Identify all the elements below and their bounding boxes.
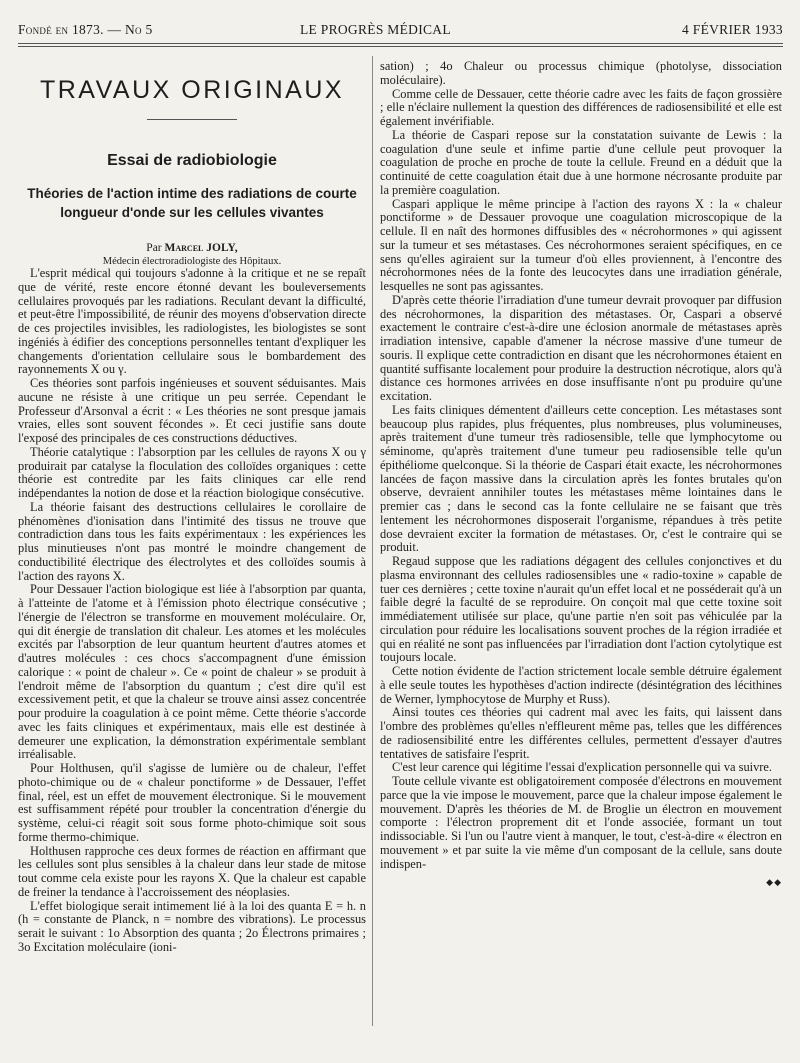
paragraph: Les faits cliniques démentent d'ailleurs cette conception. Les métastases sont beaucoup plus rapides, plus fréquentes, plus nombreuses, plus volumineuses, après traitement d'une tumeur très radiosensible, telle que lymphocytome ou séminome, qu'après traitement d'une tumeur peu radiosensible telle qu'un épithéliome quelconque. Si la théorie de Caspari était exacte, les nécrohormones lancées de façon massive dans la circulation après les fontes brutales qu'on observe, devraient annihiler toutes les métastases même lointaines dans le premier cas ; dans le second cas la fonte cellulaire ne se faisant que très lentement les nécrohormones disposerait l'organisme, répandues à très petite dose devraient exciter la formation de métastases. Or, c'est le contraire qui se produit. (380, 402, 782, 555)
section-rule (147, 119, 237, 120)
paragraph: Caspari applique le même principe à l'action des rayons X : la « chaleur ponctiforme » de Dessauer provoque une coagulation microscopique de la cellule. Il en naît des hormones diffusibles des « nécrohormones » qui agissent sur la tumeur et ses métastases. Ces nécrohormones seraient spécifiques, en ce sens qu'elles agiraient sur la tumeur d'où elles proviennent, à l'encontre des nécrohormones nées de la fonte des leucocytes dans une irradiation générale, lesquelles ne sont pas agissantes. (380, 196, 782, 293)
paragraph: Cette notion évidente de l'action strictement locale semble détruire également à elle seule toutes les hypothèses d'action indirecte (désintégration des lécithines de Werner, lymphocytose de Murphy et Russ). (380, 664, 782, 706)
section-title: TRAVAUX ORIGINAUX (39, 76, 345, 104)
paragraph: D'après cette théorie l'irradiation d'une tumeur devrait provoquer par diffusion des nécrohormones, la disparition des métastases. Or, Caspari a observé exactement le contraire c'est-à-dire une éclosion anormale de métastases après irradiation intensive, capable d'amener la nécrose massive d'une tumeur de souris. Il explique cette contradiction en disant que les nécrohormones étaient en quantité suffisante localement pour produire la destruction nécrotique, alors qu'à distance ces hormones arrivées en dose insuffisante n'ont pu produire qu'une excitation. (380, 292, 782, 403)
byline (18, 242, 366, 254)
paragraph: Ainsi toutes ces théories qui cadrent mal avec les faits, qui laissent dans l'ombre des problèmes qu'elles n'effleurent même pas, telles que les différences de radiosensibilité entre les différentes cellules, permettent d'essayer d'autres tentatives de satisfaire l'esprit. (380, 705, 782, 761)
journal-name: LE PROGRÈS MÉDICAL (300, 22, 451, 37)
paragraph: Ces théories sont parfois ingénieuses et souvent séduisantes. Mais aucune ne résiste à une critique un peu serrée. Cependant le Professeur d'Arsonval a écrit : « Les théories ne sont presque jamais vraies, elles sont souvent fécondes ». Et ceci justifie sans doute l'exposé des principales de ces constructions déductives. (18, 376, 366, 445)
left-body (18, 267, 366, 955)
author-affiliation: Médecin électroradiologiste des Hôpitaux. (102, 256, 282, 267)
right-body (380, 60, 782, 871)
left-column (18, 60, 366, 955)
paragraph: La théorie de Caspari repose sur la constatation suivante de Lewis : la coagulation d'une seule et infime partie d'une cellule peut provoquer la coagulation de proche en proche de toute la cellule. Freund en a déduit que la continuité de cette coagulation était due à une hormone nécrosante produite par la première coagulation. (380, 127, 782, 197)
right-column (380, 60, 782, 888)
paragraph: Regaud suppose que les radiations dégagent des cellules conjonctives et du plasma environnant des cellules radiosensibles une « radio-toxine » capable de tuer ces dernières ; cette toxine n'aurait qu'un effet local et ne posséderait qu'à un faible degré la faculté de se reproduire. On conçoit mal que cette toxine soit immédiatement utilisée sur place, qu'une partie n'en soit pas véhiculée par la circulation pour réduire les localisations souvent proches de la région irradiée et qui en réalité ne sont pas influencées par l'irradiation dont l'action cytolytique est toujours locale. (380, 554, 782, 665)
column-divider (372, 56, 373, 1026)
header-rule-double (18, 46, 783, 47)
paragraph: Holthusen rapproche ces deux formes de réaction en affirmant que les cellules sont plus sensibles à la chaleur dans leur stade de mitose tout comme cela existe pour les rayons X. Que la chaleur est capable de freiner la tendance à l'accroissement des néoplasies. (18, 843, 366, 899)
paragraph: L'effet biologique serait intimement lié à la loi des quanta E = h. n (h = constante de Planck, n = nombre des vibrations). Le processus serait le suivant : 1o Absorption des quanta ; 2o Électrons primaires ; 3o Excitation moléculaire (ioni- (18, 898, 366, 954)
paragraph: Pour Dessauer l'action biologique est liée à l'absorption par quanta, à l'atteinte de l'atome et à l'émission photo électrique consécutive ; l'énergie de l'électron se transforme en mouvement moléculaire. Or, qui dit énergie de translation dit chaleur. Les atomes et les molécules excités par l'absorption de leur quantum heurtent d'autres atomes et d'autres molécules : ces chocs s'accompagnent d'une émission calorique : « point de chaleur ». Ce « point de chaleur » se produit à l'endroit même de l'absorption du quantum ; c'est dire qu'il est excessivement petit, et que la chaleur se trouve ainsi assez concentrée pour produire la coagulation à ce point même. Cette théorie s'accorde avec les faits cliniques et expérimentaux, mais elle est destinée à demeurer une explication, la démonstration expérimentale semblant irréalisable. (18, 582, 366, 762)
running-header (18, 22, 783, 40)
paragraph: Théorie catalytique : l'absorption par les cellules de rayons X ou γ produirait par catalyse la floculation des colloïdes organiques : cette théorie est contredite par les faits cliniques car elle rend indépendantes la notion de dose et la réaction biologique consécutive. (18, 444, 366, 500)
author-name: Marcel JOLY, (164, 242, 238, 254)
header-rule (18, 43, 783, 44)
article-subtitle: Théories de l'action intime des radiations de courte longueur d'onde sur les cellules vivantes (27, 186, 357, 220)
header-founded: Fondé en 1873. — No 5 (18, 22, 153, 37)
article-title: Essai de radiobiologie (107, 152, 277, 169)
end-mark: ◆◆ (766, 877, 782, 888)
paragraph: Pour Holthusen, qu'il s'agisse de lumière ou de chaleur, l'effet photo-chimique ou de « chaleur ponctiforme » de Dessauer, l'effet final, réel, est un effet de mouvement électronique. Si le mouvement est suffisamment répété pour troubler la concentration d'énergie du système, celui-ci réagit soit sous forme photo-chimique soit sous forme thermo-chimique. (18, 761, 366, 844)
paragraph: La théorie faisant des destructions cellulaires le corollaire de phénomènes d'ionisation dans l'intimité des tissus ne trouve que contradiction dans tous les faits expérimentaux : les expériences les plus minutieuses n'ont pas montré le moindre changement de conductibilité électrique des électrolytes et des colloïdes soumis à l'action des rayons X. (18, 499, 366, 583)
author-prefix: Par (146, 242, 165, 254)
paragraph: Toute cellule vivante est obligatoirement composée d'électrons en mouvement parce que la vie impose le mouvement, parce que la chaleur impose également le mouvement. D'après les théories de M. de Broglie un électron en mouvement comporte : l'électron proprement dit et l'onde associée, formant un tout indissociable. Si l'un ou l'autre vient à manquer, le tout, c'est-à-dire « électron en mouvement » et par suite la vie même d'un composant de la cellule, sans doute indispen- (380, 774, 782, 871)
paragraph: L'esprit médical qui toujours s'adonne à la critique et ne se repaît que de vérité, reste encore étonné devant les bouleversements cellulaires provoqués par les radiations. Reculant devant la difficulté, et peut-être l'impossibilité, de réunir des moyens d'observation directe de ces projectiles invisibles, les radiologistes, les biologistes se sont ingéniés à édifier des conceptions personnelles tentant d'expliquer les changements d'orientation cellulaire sous le bombardement des rayonnements X ou γ. (18, 266, 366, 377)
paragraph: Comme celle de Dessauer, cette théorie cadre avec les faits de façon grossière ; elle n'éclaire nullement la question des différences de radiosensibilité et elle est également invérifiable. (380, 86, 782, 128)
paragraph: sation) ; 4o Chaleur ou processus chimique (photolyse, dissociation moléculaire). (380, 59, 782, 87)
paragraph: C'est leur carence qui légitime l'essai d'explication personnelle qui va suivre. (392, 760, 773, 775)
issue-date: 4 FÉVRIER 1933 (682, 22, 783, 37)
